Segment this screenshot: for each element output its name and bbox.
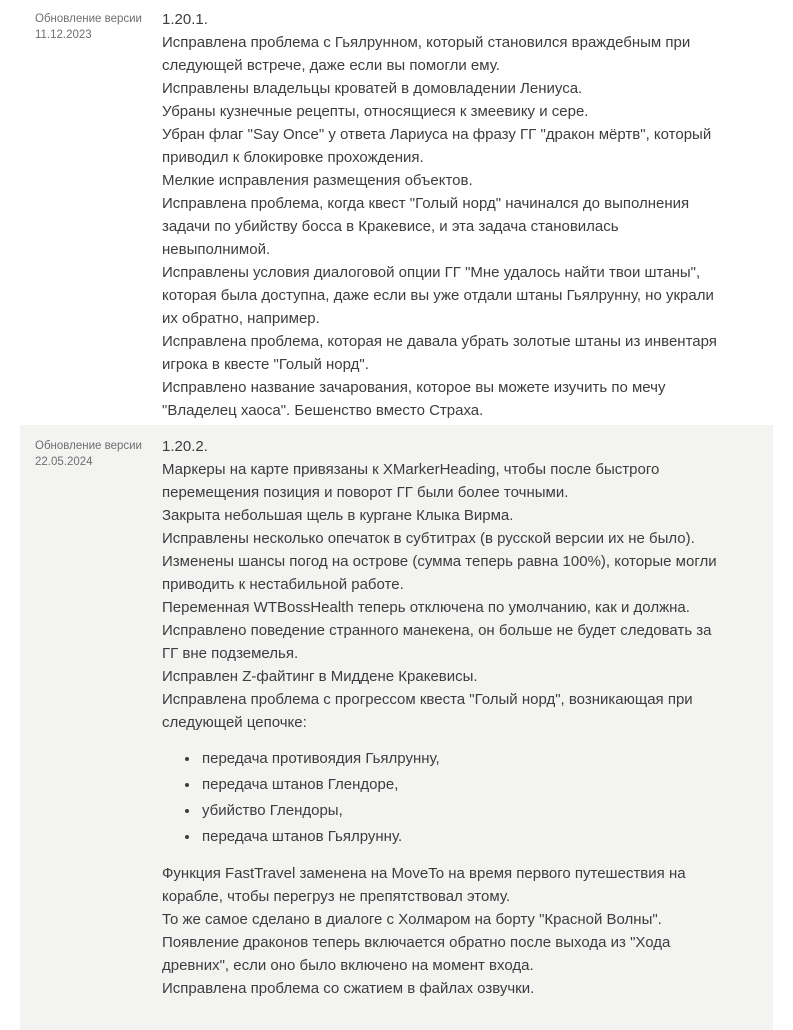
version-update-label-cell bbox=[35, 435, 162, 470]
quest-chain-item: • убийство Глендоры, bbox=[200, 798, 727, 824]
version-update-label-cell bbox=[35, 8, 162, 43]
quest-chain-item: • передача противоядия Гьялрунну, bbox=[200, 746, 727, 772]
patch-note-line: Появление драконов теперь включается обратно после выхода из "Хода древних", если оно было включено на момент входа. bbox=[162, 934, 671, 974]
patch-note-line: Исправлена проблема с прогрессом квеста "Голый норд", возникающая при следующей цепочке: bbox=[162, 691, 693, 731]
patch-note-line: Исправлены условия диалоговой опции ГГ "Мне удалось найти твои штаны", которая была доступна, даже если вы уже отдали штаны Гьялрунну, но украли их обратно, например. bbox=[162, 264, 714, 327]
patch-note-line: Исправлена проблема с Гьялрунном, который становился враждебным при следующей встрече, даже если вы помогли ему. bbox=[162, 34, 691, 74]
patch-note-line: Убраны кузнечные рецепты, относящиеся к змеевику и сере. bbox=[162, 103, 589, 120]
patch-note-line: Изменены шансы погод на острове (сумма теперь равна 100%), которые могли приводить к нестабильной работе. bbox=[162, 553, 717, 593]
patch-note-line: То же самое сделано в диалоге с Холмаром на борту "Красной Волны". bbox=[162, 911, 662, 928]
quest-chain-item: • передача штанов Глендоре, bbox=[200, 772, 727, 798]
patch-note-line: Функция FastTravel заменена на MoveTo на время первого путешествия на корабле, чтобы перегруз не препятствовал этому. bbox=[162, 865, 686, 905]
patch-note-line: Закрыта небольшая щель в кургане Клыка Вирма. bbox=[162, 507, 514, 524]
patch-note-line: Исправлена проблема, которая не давала убрать золотые штаны из инвентаря игрока в квесте "Голый норд". bbox=[162, 333, 717, 373]
patch-note-line: Исправлено поведение странного манекена, он больше не будет следовать за ГГ вне подземелья. bbox=[162, 622, 712, 662]
patch-note-line: Исправлены несколько опечаток в субтитрах (в русской версии их не было). bbox=[162, 530, 695, 547]
patch-note-line: Исправлены владельцы кроватей в домовладении Лениуса. bbox=[162, 80, 583, 97]
version-update-date: 22.05.2024 bbox=[35, 456, 93, 468]
patch-notes-1-20-2 bbox=[162, 435, 727, 1000]
version-number: 1.20.2. bbox=[162, 438, 208, 455]
patch-note-line: Мелкие исправления размещения объектов. bbox=[162, 172, 473, 189]
patch-notes-1-20-1 bbox=[162, 8, 727, 422]
patch-note-line: Исправлен Z-файтинг в Миддене Кракевисы. bbox=[162, 668, 478, 685]
patch-note-line: Исправлено название зачарования, которое вы можете изучить по мечу "Владелец хаоса". Бешенство вместо Страха. bbox=[162, 379, 666, 419]
patch-note-line: Переменная WTBossHealth теперь отключена по умолчанию, как и должна. bbox=[162, 599, 690, 616]
patch-note-line: Маркеры на карте привязаны к XMarkerHeading, чтобы после быстрого перемещения позиция и поворот ГГ были более точными. bbox=[162, 461, 660, 501]
quest-chain-list bbox=[162, 746, 727, 850]
version-number: 1.20.1. bbox=[162, 11, 208, 28]
patch-note-line: Убран флаг "Say Once" у ответа Лариуса на фразу ГГ "дракон мёртв", который приводил к блокировке прохождения. bbox=[162, 126, 712, 166]
changelog-row-1-20-1 bbox=[20, 0, 773, 425]
version-update-label: Обновление версии bbox=[35, 13, 142, 25]
version-update-label: Обновление версии bbox=[35, 440, 142, 452]
changelog-row-1-20-2 bbox=[20, 425, 773, 1030]
quest-chain-item: • передача штанов Гьялрунну. bbox=[200, 824, 727, 850]
patch-note-line: Исправлена проблема, когда квест "Голый норд" начинался до выполнения задачи по убийству босса в Кракевисе, и эта задача становилась невыполнимой. bbox=[162, 195, 690, 258]
patch-note-line: Исправлена проблема со сжатием в файлах озвучки. bbox=[162, 980, 535, 997]
changelog-table bbox=[20, 0, 773, 1030]
version-update-date: 11.12.2023 bbox=[35, 29, 92, 41]
